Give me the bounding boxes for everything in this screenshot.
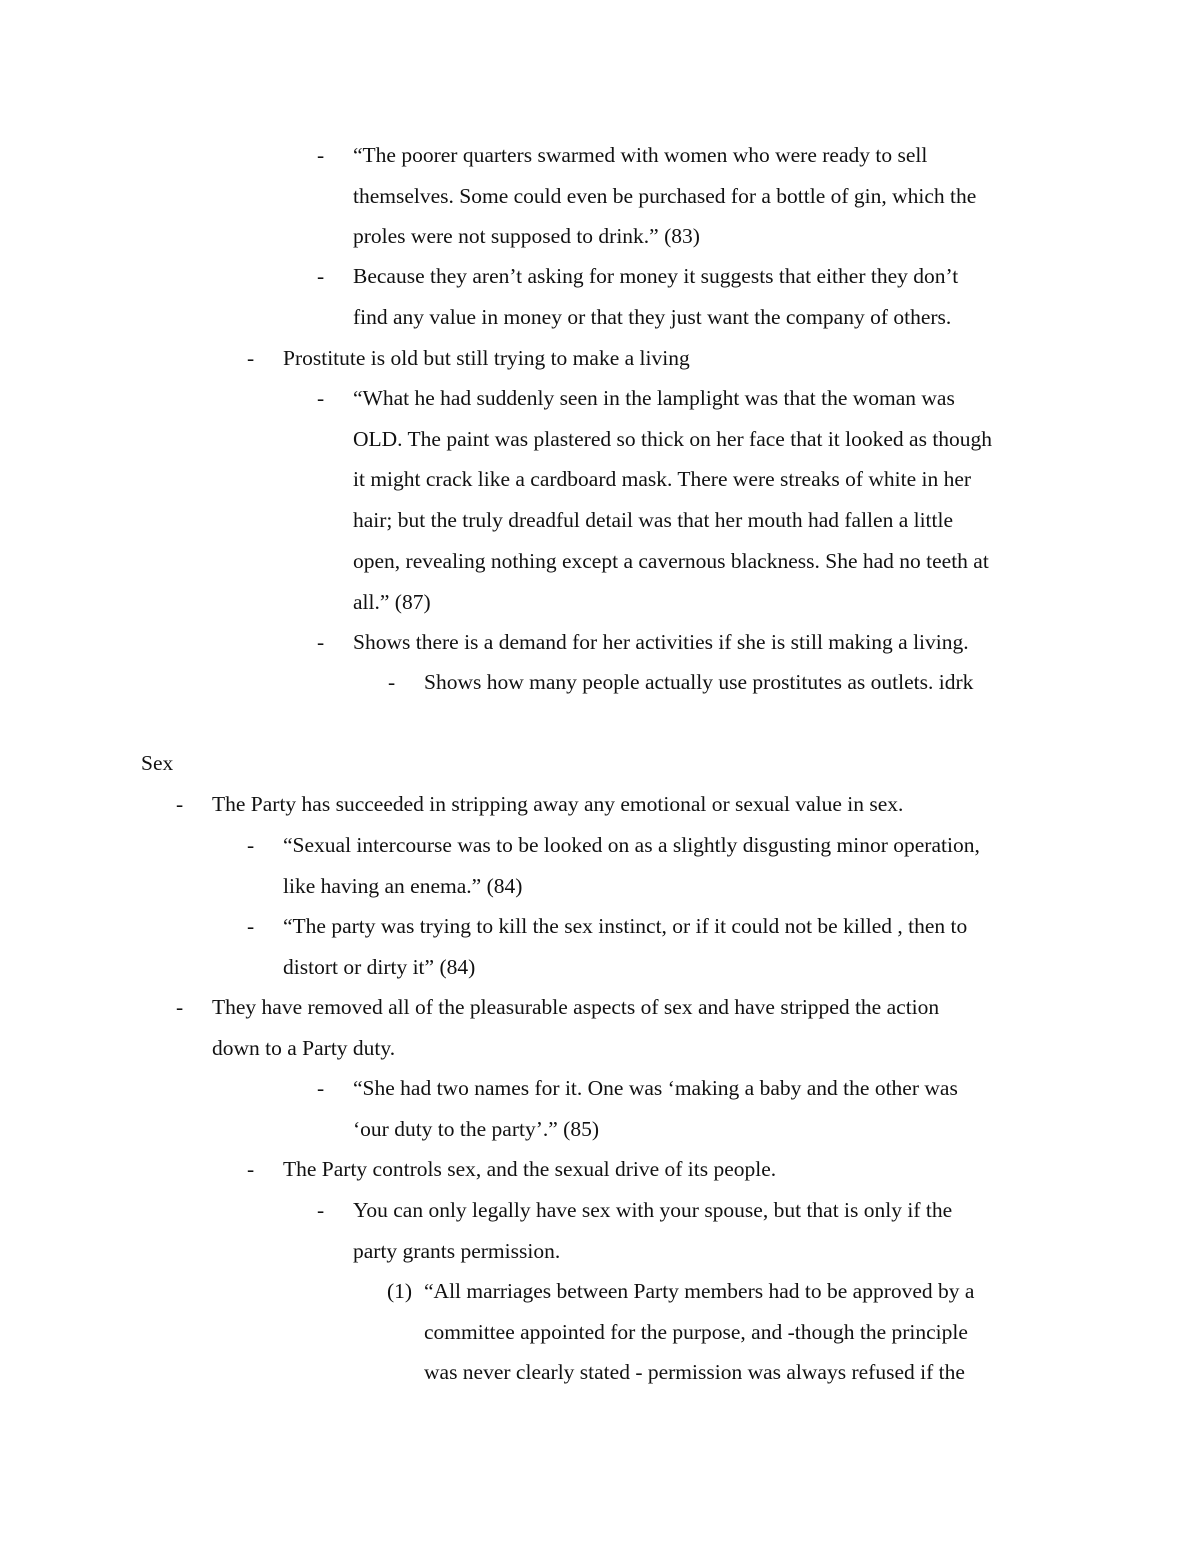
list-item xyxy=(247,825,980,906)
item-line: “The party was trying to kill the sex instinct, or if it could not be killed , then to xyxy=(283,914,968,938)
list-item xyxy=(317,135,977,257)
numbered-list-item xyxy=(387,1271,975,1393)
item-line: They have removed all of the pleasurable aspects of sex and have stripped the action xyxy=(212,995,940,1019)
item-line: like having an enema.” (84) xyxy=(283,873,523,898)
bullet-marker: - xyxy=(176,995,184,1019)
item-line: down to a Party duty. xyxy=(212,1035,396,1060)
item-line: “All marriages between Party members had to be approved by a xyxy=(424,1279,975,1303)
bullet-marker: - xyxy=(317,1198,325,1222)
item-line: OLD. The paint was plastered so thick on her face that it looked as though xyxy=(353,426,993,451)
list-item xyxy=(176,784,904,825)
item-line: distort or dirty it” (84) xyxy=(283,954,476,979)
item-line: Prostitute is old but still trying to make a living xyxy=(283,346,690,370)
item-line: it might crack like a cardboard mask. There were streaks of white in her xyxy=(353,467,972,492)
item-line: “What he had suddenly seen in the lamplight was that the woman was xyxy=(353,386,955,410)
list-item xyxy=(176,987,940,1068)
item-line: proles were not supposed to drink.” (83) xyxy=(353,224,700,249)
list-item xyxy=(317,378,993,622)
item-line: “The poorer quarters swarmed with women who were ready to sell xyxy=(353,143,928,167)
list-item xyxy=(247,338,690,379)
item-line: Shows how many people actually use prostitutes as outlets. idrk xyxy=(424,670,974,694)
item-line: The Party controls sex, and the sexual drive of its people. xyxy=(283,1157,777,1181)
item-line: party grants permission. xyxy=(353,1238,561,1263)
number-marker: (1) xyxy=(387,1279,413,1303)
item-line: “Sexual intercourse was to be looked on as a slightly disgusting minor operation, xyxy=(283,833,980,857)
item-line: themselves. Some could even be purchased for a bottle of gin, which the xyxy=(353,183,977,208)
list-item xyxy=(317,1190,953,1271)
list-item xyxy=(247,1149,777,1190)
item-line: Shows there is a demand for her activities if she is still making a living. xyxy=(353,630,969,654)
bullet-marker: - xyxy=(317,386,325,410)
section-heading: Sex xyxy=(141,751,174,775)
list-item xyxy=(317,256,959,337)
bullet-marker: - xyxy=(247,833,255,857)
item-line: find any value in money or that they just want the company of others. xyxy=(353,304,952,329)
item-line: hair; but the truly dreadful detail was that her mouth had fallen a little xyxy=(353,508,954,533)
item-line: open, revealing nothing except a cavernous blackness. She had no teeth at xyxy=(353,548,989,573)
list-item xyxy=(388,662,974,703)
item-line: You can only legally have sex with your spouse, but that is only if the xyxy=(353,1198,953,1222)
item-line: The Party has succeeded in stripping away any emotional or sexual value in sex. xyxy=(212,792,904,816)
list-item xyxy=(317,622,969,663)
bullet-marker: - xyxy=(247,914,255,938)
item-line: ‘our duty to the party’.” (85) xyxy=(353,1116,599,1141)
bullet-marker: - xyxy=(317,1076,325,1100)
bullet-marker: - xyxy=(388,670,396,694)
list-item xyxy=(247,906,968,987)
item-line: “She had two names for it. One was ‘making a baby and the other was xyxy=(353,1076,958,1100)
bullet-marker: - xyxy=(317,630,325,654)
item-line: all.” (87) xyxy=(353,589,431,614)
item-line: Because they aren’t asking for money it suggests that either they don’t xyxy=(353,264,959,288)
bullet-marker: - xyxy=(247,1157,255,1181)
item-line: was never clearly stated - permission was always refused if the xyxy=(424,1360,965,1385)
bullet-marker: - xyxy=(176,792,184,816)
bullet-marker: - xyxy=(317,143,325,167)
bullet-marker: - xyxy=(317,264,325,288)
item-line: committee appointed for the purpose, and -though the principle xyxy=(424,1319,968,1344)
list-item xyxy=(317,1068,958,1149)
bullet-marker: - xyxy=(247,346,255,370)
